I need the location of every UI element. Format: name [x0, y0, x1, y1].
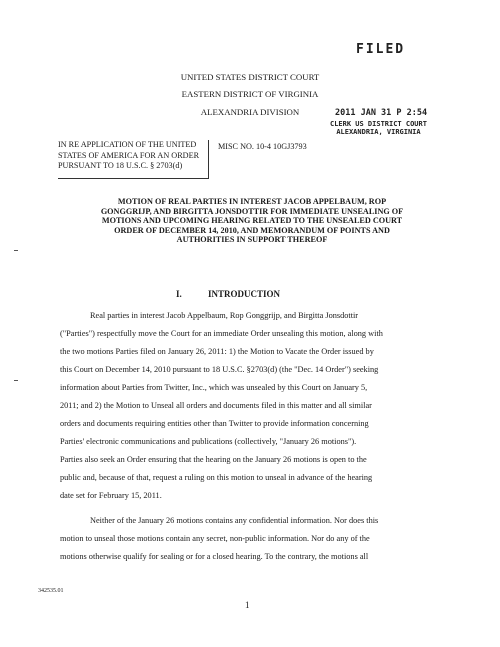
body-line: motions otherwise qualify for sealing or for a closed hearing. To the contrary, the motions all [60, 552, 369, 561]
motion-title [48, 197, 456, 245]
section-heading [176, 289, 280, 299]
motion-title-line: AUTHORITIES IN SUPPORT THEREOF [176, 235, 328, 244]
scan-mark [14, 380, 18, 381]
court-division: ALEXANDRIA DIVISION [200, 107, 300, 117]
caption-line: STATES OF AMERICA FOR AN ORDER [58, 150, 200, 160]
body-line: ("Parties") respectfully move the Court for an immediate Order unsealing this motion, along with [60, 329, 383, 338]
court-name: UNITED STATES DISTRICT COURT [180, 72, 320, 82]
body-line: information about Parties from Twitter, Inc., which was unsealed by this Court on January 5, [60, 383, 368, 392]
caption-line: PURSUANT TO 18 U.S.C. § 2703(d) [58, 161, 183, 170]
body-line: Real parties in interest Jacob Appelbaum, Rop Gonggrijp, and Birgitta Jonsdottir [90, 311, 359, 320]
section-number: I. [176, 289, 182, 299]
body-line: the two motions Parties filed on January 26, 2011: 1) the Motion to Vacate the Order issued by [60, 347, 374, 356]
body-line: Parties also seek an Order ensuring that the hearing on the January 26 motions is open to the [60, 455, 367, 464]
motion-title-line: MOTIONS AND UPCOMING HEARING RELATED TO THE UNSEALED COURT [101, 216, 403, 225]
body-line: Parties' electronic communications and publications (collectively, "January 26 motions"). [60, 437, 357, 446]
case-caption [58, 140, 209, 179]
document-id: 342535.01 [38, 588, 64, 594]
page-number: 1 [245, 600, 250, 610]
motion-title-line: ORDER OF DECEMBER 14, 2010, AND MEMORANDUM OF POINTS AND [114, 225, 390, 235]
caption-line: IN RE APPLICATION OF THE UNITED [58, 140, 197, 149]
body-line: this Court on December 14, 2010 pursuant to 18 U.S.C. §2703(d) (the "Dec. 14 Order") seeking [60, 365, 379, 374]
section-title: INTRODUCTION [208, 289, 281, 299]
body-line: motion to unseal those motions contain any secret, non-public information. Nor do any of the [60, 534, 370, 543]
scan-mark [14, 250, 18, 251]
filed-stamp-clerk-line2: ALEXANDRIA, VIRGINIA [336, 128, 421, 136]
motion-title-line: GONGGRIJP, AND BIRGITTA JONSDOTTIR FOR IMMEDIATE UNSEALING OF [100, 206, 404, 216]
motion-title-line: MOTION OF REAL PARTIES IN INTEREST JACOB APPELBAUM, ROP [117, 197, 387, 206]
filed-stamp-clerk-line1: CLERK US DISTRICT COURT [330, 120, 427, 128]
body-line: 2011; and 2) the Motion to Unseal all orders and documents filed in this matter and all similar [60, 401, 372, 410]
filed-stamp-clerk [330, 120, 427, 136]
misc-number: MISC NO. 10-4 10GJ3793 [218, 142, 307, 151]
body-line: date set for February 15, 2011. [60, 491, 162, 500]
body-line: Neither of the January 26 motions contains any confidential information. Nor does this [90, 516, 379, 525]
body-line: orders and documents requiring entities other than Twitter to provide information concerning [60, 419, 369, 428]
body-line: public and, because of that, request a ruling on this motion to unseal in advance of the hearing [60, 473, 373, 482]
filed-stamp: FILED [356, 42, 406, 57]
court-district: EASTERN DISTRICT OF VIRGINIA [181, 89, 319, 99]
filed-stamp-date: 2011 JAN 31 P 2:54 [335, 108, 428, 118]
